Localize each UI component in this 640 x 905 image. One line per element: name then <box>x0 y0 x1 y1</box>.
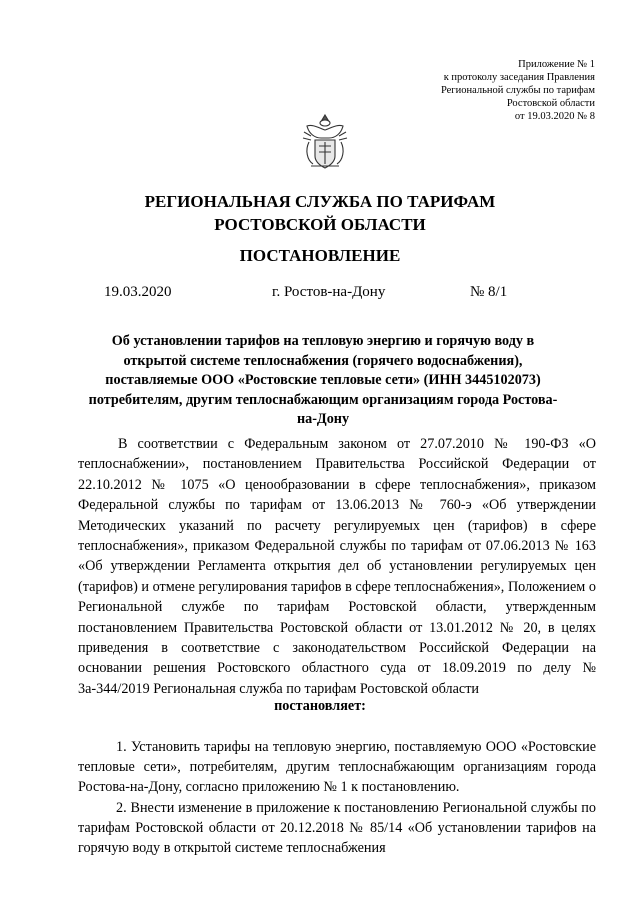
organization-name <box>0 190 640 236</box>
coat-of-arms-icon <box>299 112 351 172</box>
preamble-paragraph: В соответствии с Федеральным законом от 27.07.2010 № 190-ФЗ «О теплоснабжении», постановлением Правительства Российской Федерации от 22.10.2012 № 1075 «О ценообразовании в сфере теплоснабжения», приказом Федеральной службы по тарифам от 13.06.2013 № 760-э «Об утверждении Методических указаний по расчету регулируемых цен (тарифов) в сфере теплоснабжения», приказом Федеральной службы по тарифам от 07.06.2013 № 163 «Об утверждении Регламента открытия дел об установлении регулируемых цен (тарифов) и отмене регулирования тарифов в сфере теплоснабжения», Положением о Региональной службе по тарифам Ростовской области, утвержденным постановлением Правительства Ростовской области от 13.01.2012 № 20, в целях приведения в соответствие с законодательством Российской Федерации на основании решения Ростовского областного суда от 18.09.2019 по делу № 3а-344/2019 Региональная служба по тарифам Ростовской области <box>78 436 596 697</box>
decree-item: 2. Внести изменение в приложение к постановлению Региональной службы по тарифам Ростовской области от 20.12.2018 № 85/14 «Об установлении тарифов на горячую воду в открытой системе теплоснабжения <box>78 799 596 857</box>
document-type: ПОСТАНОВЛЕНИЕ <box>239 246 401 265</box>
decree-item: 1. Установить тарифы на тепловую энергию, поставляемую ООО «Ростовские тепловые сети», потребителям, другим теплоснабжающим организациям города Ростова-на-Дону, согласно приложению № 1 к постановлению. <box>78 739 596 796</box>
decree-word: постановляет: <box>274 698 366 714</box>
document-number: № 8/1 <box>470 284 508 300</box>
decree-items <box>78 737 596 858</box>
annex-line: Региональной службы по тарифам <box>440 85 595 96</box>
annex-note <box>441 58 595 123</box>
annex-line: к протоколу заседания Правления <box>443 72 595 83</box>
document-city: г. Ростов-на-Дону <box>272 284 386 300</box>
preamble <box>78 434 596 699</box>
document-subject: Об установлении тарифов на тепловую энергию и горячую воду в открытой системе теплоснабжения (горячего водоснабжения), поставляемые ООО «Ростовские тепловые сети» (ИНН 3445102073) потребителям, другим теплоснабжающим организациям города Ростова-на-Дону <box>88 333 558 427</box>
org-line: РЕГИОНАЛЬНАЯ СЛУЖБА ПО ТАРИФАМ <box>144 192 496 211</box>
annex-line: от 19.03.2020 № 8 <box>514 111 595 122</box>
document-date: 19.03.2020 <box>104 284 172 300</box>
annex-line: Ростовской области <box>506 98 595 109</box>
org-line: РОСТОВСКОЙ ОБЛАСТИ <box>214 215 426 234</box>
annex-line: Приложение № 1 <box>518 59 595 70</box>
